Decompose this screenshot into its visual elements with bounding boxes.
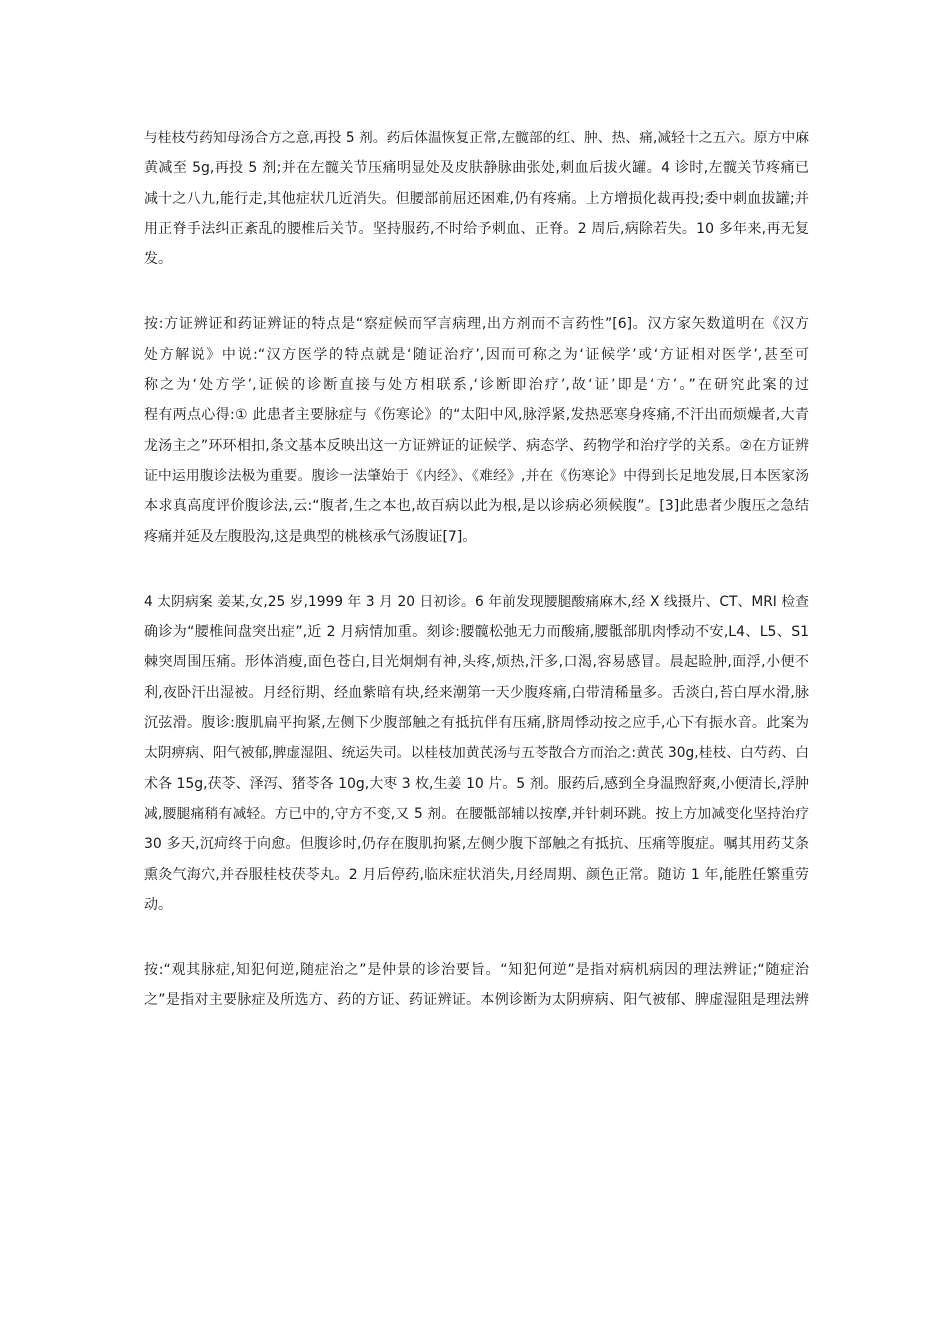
- text-line: 30 多天,沉疴终于向愈。但腹诊时,仍存在腹肌拘紧,左侧少腹下部触之有抵抗、压痛等腹症。嘱其用药艾条: [144, 836, 809, 853]
- text-line: 4 太阴病案 姜某,女,25 岁,1999 年 3 月 20 日初诊。6 年前发现腰腿酸痛麻木,经 X 线摄片、CT、MRI 检查: [144, 593, 809, 610]
- text-line: 用正脊手法纠正紊乱的腰椎后关节。坚持服药,不时给予刺血、正脊。2 周后,病除若失。10 多年来,再无复: [144, 220, 809, 237]
- text-line: 太阴痹病、阳气被郁,脾虚湿阻、统运失司。以桂枝加黄芪汤与五苓散合方而治之:黄芪 30g,桂枝、白芍药、白: [144, 745, 809, 762]
- text-line: 沉弦滑。腹诊:腹肌扁平拘紧,左侧下少腹部触之有抵抗伴有压痛,脐周悸动按之应手,心下有振水音。此案为: [144, 715, 809, 732]
- document-page: [144, 123, 809, 1016]
- text-line: 之”是指对主要脉症及所选方、药的方证、药证辨证。本例诊断为太阴痹病、阳气被郁、脾虚湿阻是理法辨: [144, 992, 809, 1009]
- text-line: 按:“观其脉症,知犯何逆,随症治之”是仲景的诊治要旨。“知犯何逆”是指对病机病因的理法辨证;“随症治: [144, 962, 809, 979]
- text-line: 发。: [144, 251, 172, 268]
- text-line: 术各 15g,茯苓、泽泻、猪苓各 10g,大枣 3 枚,生姜 10 片。5 剂。服药后,感到全身温煦舒爽,小便清长,浮肿: [144, 775, 809, 792]
- text-line: 黄减至 5g,再投 5 剂;并在左髋关节压痛明显处及皮肤静脉曲张处,刺血后拔火罐。4 诊时,左髋关节疼痛已: [144, 160, 809, 177]
- text-line: 动。: [144, 896, 172, 913]
- text-line: 棘突周围压痛。形体消瘦,面色苍白,目光炯炯有神,头疼,烦热,汗多,口渴,容易感冒。晨起睑肿,面浮,小便不: [144, 654, 809, 671]
- paragraph-case-4-taiyin: [144, 587, 809, 920]
- text-line: 按:方证辨证和药证辨证的特点是“察症候而罕言病理,出方剂而不言药性”[6]。汉方家矢数道明在《汉方: [144, 316, 809, 333]
- text-line: 疼痛并延及左腹股沟,这是典型的桃核承气汤腹证[7]。: [144, 528, 477, 545]
- text-line: 称之为‘处方学’,证候的诊断直接与处方相联系,‘诊断即治疗’,故‘证’即是‘方’。”在研究此案的过: [144, 377, 809, 394]
- text-line: 利,夜卧汗出湿被。月经衍期、经血紫暗有块,经来潮第一天少腹疼痛,白带清稀量多。舌淡白,苔白厚水滑,脉: [144, 684, 809, 701]
- paragraph-case-continuation: [144, 123, 809, 274]
- paragraph-commentary-2: [144, 955, 809, 1016]
- text-line: 龙汤主之”环环相扣,条文基本反映出这一方证辨证的证候学、病态学、药物学和治疗学的关系。②在方证辨: [144, 437, 809, 454]
- text-line: 减,腰腿痛稍有减轻。方已中的,守方不变,又 5 剂。在腰骶部辅以按摩,并针刺环跳。按上方加减变化坚持治疗: [144, 805, 809, 822]
- text-line: 减十之八九,能行走,其他症状几近消失。但腰部前屈还困难,仍有疼痛。上方增损化裁再投;委中刺血拔罐;并: [144, 190, 809, 207]
- text-line: 本求真高度评价腹诊法,云:“腹者,生之本也,故百病以此为根,是以诊病必须候腹”。[3]此患者少腹压之急结: [144, 498, 809, 515]
- paragraph-commentary-1: [144, 309, 809, 551]
- text-line: 证中运用腹诊法极为重要。腹诊一法肇始于《内经》、《难经》,并在《伤寒论》中得到长足地发展,日本医家汤: [144, 467, 809, 484]
- text-line: 与桂枝芍药知母汤合方之意,再投 5 剂。药后体温恢复正常,左髋部的红、肿、热、痛,减轻十之五六。原方中麻: [144, 130, 809, 146]
- text-line: 熏灸气海穴,并吞服桂枝茯苓丸。2 月后停药,临床症状消失,月经周期、颜色正常。随访 1 年,能胜任繁重劳: [144, 866, 809, 883]
- text-line: 确诊为“腰椎间盘突出症”,近 2 月病情加重。刻诊:腰髋松弛无力而酸痛,腰骶部肌肉悸动不安,L4、L5、S1: [144, 624, 809, 641]
- text-line: 处方解说》中说:“汉方医学的特点就是‘随证治疗’,因而可称之为‘证候学’或‘方证相对医学’,甚至可: [144, 346, 809, 363]
- text-line: 程有两点心得:① 此患者主要脉症与《伤寒论》的“太阳中风,脉浮紧,发热恶寒身疼痛,不汗出而烦燥者,大青: [144, 407, 809, 424]
